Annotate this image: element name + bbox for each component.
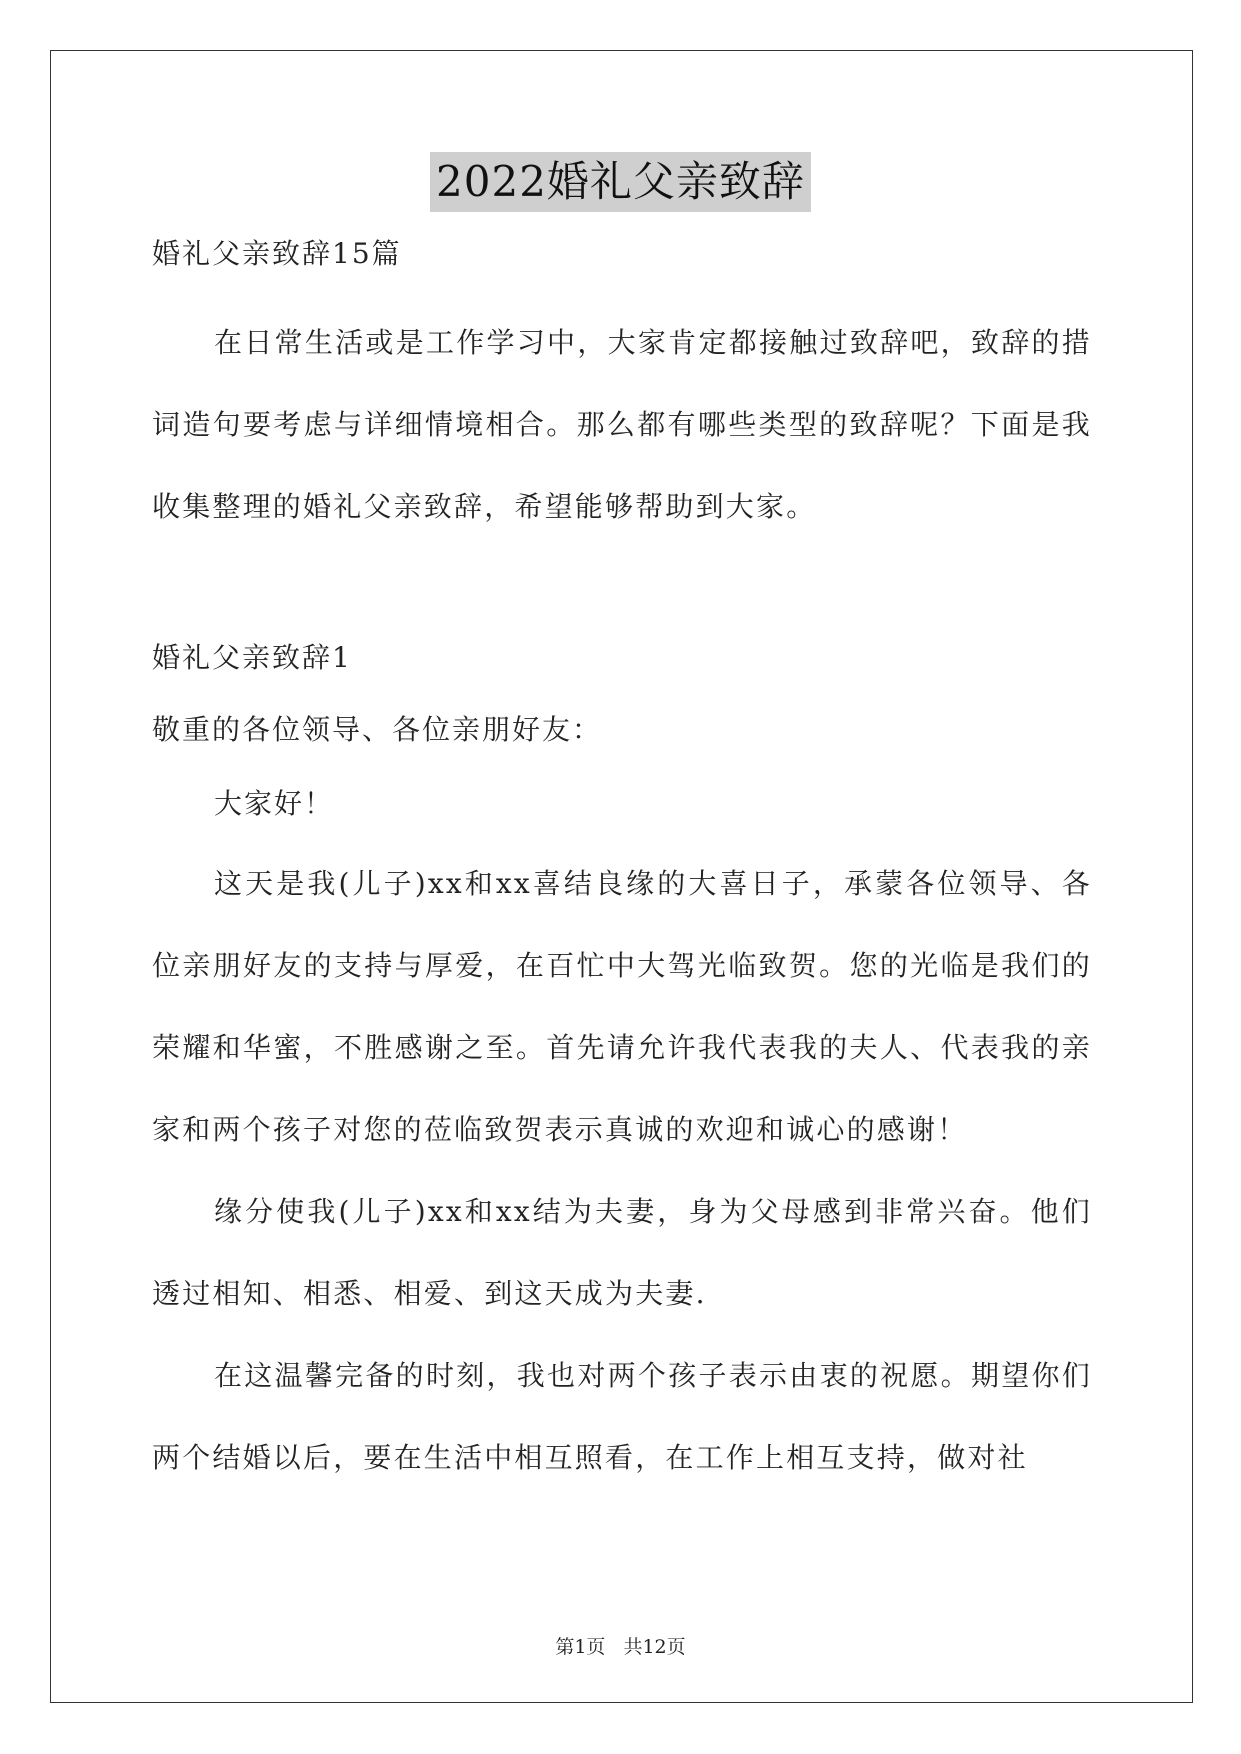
subtitle: 婚礼父亲致辞15篇 xyxy=(152,237,402,270)
greeting: 大家好！ xyxy=(214,787,335,820)
document-body xyxy=(152,232,1092,1499)
body-paragraph-3: 在这温馨完备的时刻，我也对两个孩子表示由衷的祝愿。期望你们两个结婚以后，要在生活中相互照看，在工作上相互支持，做对社 xyxy=(152,1359,1092,1474)
page-total: 共12页 xyxy=(623,1636,686,1658)
page-footer xyxy=(0,1632,1241,1659)
intro-paragraph: 在日常生活或是工作学习中，大家肯定都接触过致辞吧，致辞的措词造句要考虑与详细情境相合。那么都有哪些类型的致辞呢？下面是我收集整理的婚礼父亲致辞，希望能够帮助到大家。 xyxy=(152,326,1092,523)
body-paragraph-1: 这天是我(儿子)xx和xx喜结良缘的大喜日子，承蒙各位领导、各位亲朋好友的支持与厚爱，在百忙中大驾光临致贺。您的光临是我们的荣耀和华蜜，不胜感谢之至。首先请允许我代表我的夫人、代表我的亲家和两个孩子对您的莅临致贺表示真诚的欢迎和诚心的感谢！ xyxy=(152,867,1092,1146)
section-heading: 婚礼父亲致辞1 xyxy=(152,641,352,674)
title-container xyxy=(0,152,1241,212)
document-title: 2022婚礼父亲致辞 xyxy=(430,152,811,212)
salutation: 敬重的各位领导、各位亲朋好友： xyxy=(152,713,603,746)
body-paragraph-2: 缘分使我(儿子)xx和xx结为夫妻，身为父母感到非常兴奋。他们透过相知、相悉、相爱、到这天成为夫妻. xyxy=(152,1195,1092,1310)
page-number: 第1页 xyxy=(555,1636,606,1658)
